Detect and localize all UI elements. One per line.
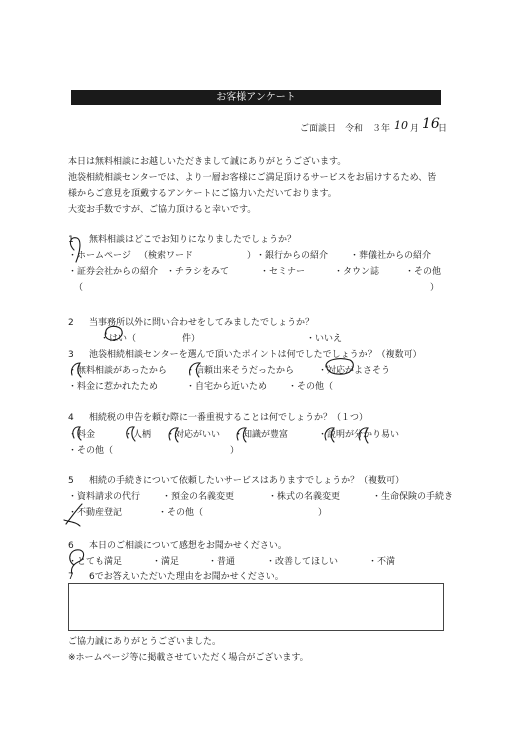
q5-option-deposit[interactable]: ・預金の名義変更 (162, 492, 235, 502)
q1-option-bank[interactable]: ・銀行からの紹介 (256, 251, 329, 261)
q1-number: 1 (68, 235, 74, 245)
q1-other-open: （ (74, 283, 84, 293)
q4-option-other[interactable]: ・その他（ (68, 446, 114, 456)
q1-option-townmag[interactable]: ・タウン誌 (334, 267, 380, 277)
q5-question: 相続の手続きについて依頼したいサービスはありますでしょうか？（複数可） (89, 476, 405, 486)
q1-option-flyer[interactable]: ・チラシをみて (166, 267, 230, 277)
q1-option-other[interactable]: ・その他 (405, 267, 442, 277)
q3-option-fee[interactable]: ・料金に惹かれたため (68, 382, 159, 392)
q4-option-knowledge[interactable]: ・知識が豊富 (234, 430, 289, 440)
q3-option-other[interactable]: ・その他（ (288, 382, 334, 392)
q4-question: 相続税の申告を頼む際に一番重視することは何でしょうか？（１つ） (89, 413, 369, 423)
q5-option-docs[interactable]: ・資料請求の代行 (68, 492, 141, 502)
q1-option-securities[interactable]: ・証券会社からの紹介 (68, 267, 159, 277)
q7-number: 7 (68, 572, 74, 582)
q1-option-homepage[interactable]: ・ホームページ (68, 251, 131, 261)
q6-number: 6 (68, 541, 74, 551)
q3-number: 3 (68, 350, 74, 360)
q5-option-realestate[interactable]: ・不動産登記 (68, 508, 123, 518)
q5-option-stock[interactable]: ・株式の名義変更 (268, 492, 341, 502)
q2-option-no[interactable]: ・いいえ (306, 334, 343, 344)
q2-question: 当事務所以外に問い合わせをしてみましたでしょうか？ (89, 318, 315, 328)
q4-other-close: ） (230, 446, 240, 456)
intro-line: 様からご意見を頂戴するアンケートにご協力いただいております。 (68, 189, 337, 199)
q6-question: 本日のご相談について感想をお聞かせください。 (89, 541, 287, 551)
intro-line: 本日は無料相談にお越しいただきまして誠にありがとうございます。 (68, 157, 347, 167)
q5-number: 5 (68, 476, 74, 486)
q6-option-very-satisfied[interactable]: ・とても満足 (68, 557, 123, 567)
footer-note: ※ホームページ等に掲載させていただく場合がございます。 (68, 653, 309, 663)
q4-option-response[interactable]: ・対応がいい (166, 430, 221, 440)
q3-option-response[interactable]: ・対応がよさそう (318, 366, 391, 376)
q4-number: 4 (68, 413, 74, 423)
page-title: お客様アンケート (71, 90, 441, 105)
intro-line: 池袋相続相談センターでは、より一層お客様にご満足頂けるサービスをお届けするため、皆 (68, 173, 437, 183)
q4-option-explain[interactable]: ・説明が分かり易い (318, 430, 400, 440)
q5-other-close: ） (318, 508, 328, 518)
q6-option-improve[interactable]: ・改善してほしい (266, 557, 339, 567)
q3-question: 池袋相続相談センターを選んで頂いたポイントは何でしたでしょうか？（複数可） (89, 350, 422, 360)
q3-option-trust[interactable]: ・信頼出来そうだったから (186, 366, 295, 376)
q1-option-funeral[interactable]: ・葬儀社からの紹介 (350, 251, 432, 261)
date-prefix: ご面談日 令和 ３年 (300, 124, 391, 134)
q3-option-near[interactable]: ・自宅から近いため (186, 382, 268, 392)
q2-number: 2 (68, 318, 74, 328)
q1-search-word-close: ） (247, 251, 257, 261)
q4-option-price[interactable]: ・料金 (68, 430, 96, 440)
q4-option-person[interactable]: ・人柄 (124, 430, 152, 440)
q2-count-unit: 件） (182, 334, 201, 344)
q6-option-unsatisfied[interactable]: ・不満 (368, 557, 396, 567)
date-day-handwritten: 16 (422, 116, 440, 132)
q6-option-normal[interactable]: ・普通 (208, 557, 236, 567)
q1-search-word-label: （検索ワード (139, 251, 194, 261)
q1-option-seminar[interactable]: ・セミナー (260, 267, 306, 277)
intro-line: 大変お手数ですが、ご協力頂けると幸いです。 (68, 205, 257, 215)
q3-option-free[interactable]: ・無料相談があったから (68, 366, 167, 376)
footer-thanks: ご協力誠にありがとうございました。 (68, 637, 222, 647)
q2-option-yes[interactable]: ・はい（ (100, 334, 137, 344)
date-month-handwritten: 10 (394, 119, 408, 132)
date-month-unit: 月 (410, 124, 420, 134)
q1-question: 無料相談はどこでお知りになりましたでしょうか？ (89, 235, 297, 245)
q5-option-other[interactable]: ・その他（ (158, 508, 204, 518)
date-day-unit: 日 (438, 124, 448, 134)
q1-other-close: ） (430, 283, 440, 293)
q7-question: 6でお答えいただいた理由をお聞かせください。 (89, 572, 284, 582)
q6-option-satisfied[interactable]: ・満足 (152, 557, 180, 567)
q7-answer-box[interactable] (68, 583, 444, 631)
q5-option-insurance[interactable]: ・生命保険の手続き (372, 492, 454, 502)
